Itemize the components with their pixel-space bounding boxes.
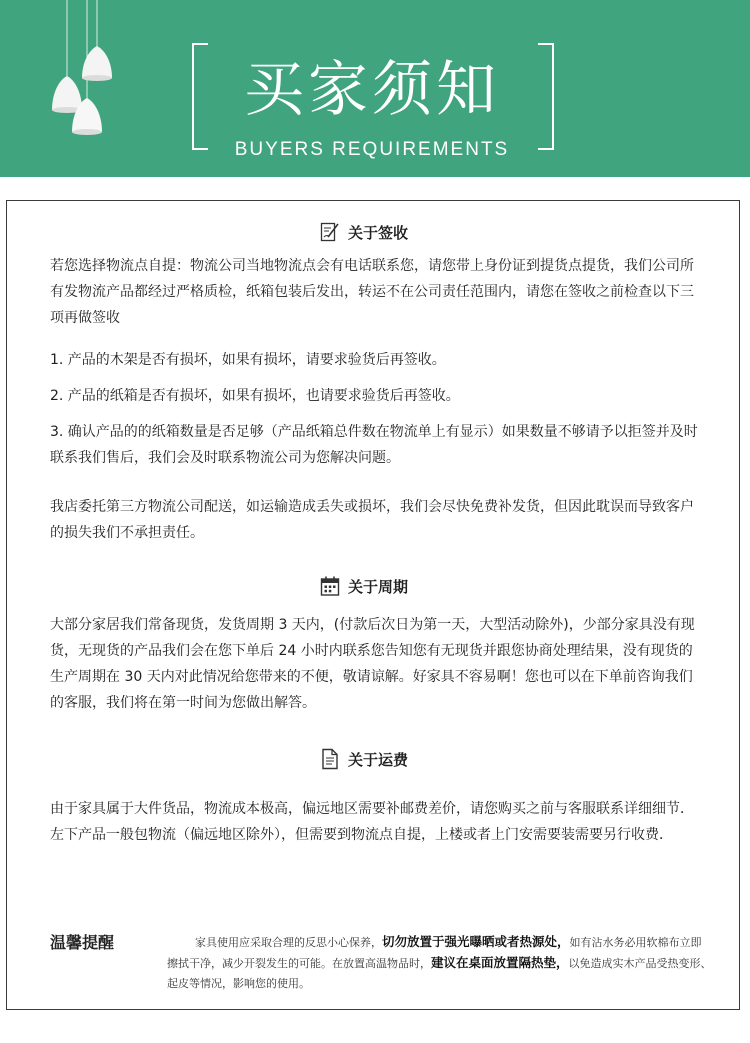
section-header-cycle: [320, 575, 408, 597]
shipping-text: 由于家具属于大件货品，物流成本极高，偏远地区需要补邮费差价，请您购买之前与客服联系详细细节．左下产品一般包物流（偏远地区除外），但需要到物流点自提，上楼或者上门安需要装需要另行收费．: [50, 801, 694, 843]
reminder-title: 温馨提醒: [50, 933, 115, 952]
cycle-text: 大部分家居我们常备现货，发货周期 3 天内，(付款后次日为第一天，大型活动除外)，少部分家具没有现货，无现货的产品我们会在您下单后 24 小时内联系您告知您有无现货并跟您协商处理结果，没有现货的生产周期在 30 天内对此情况给您带来的不便，敬请谅解。好家具不容易啊！您也可以在下单前咨询我们的客服，我们将在第一时间为您做出解答。: [50, 617, 695, 711]
reminder-part-1: 家具使用应采取合理的反思小心保养，: [195, 936, 382, 949]
pendant-lamps-icon: [45, 0, 120, 145]
signing-item-3: 3. 确认产品的的纸箱数量是否足够（产品纸箱总件数在物流单上有显示）如果数量不够请予以拒签并及时联系我们售后，我们会及时联系物流公司为您解决问题。: [50, 424, 698, 466]
document-icon: [320, 748, 340, 770]
signing-note: 我店委托第三方物流公司配送，如运输造成丢失或损坏，我们会尽快免费补发货，但因此耽误而导致客户的损失我们不承担责任。: [50, 499, 694, 541]
reminder-part-3: 如有沾水务必用软棉布立即擦拭干净，减少开裂发生的可能。在放置高温物品时，: [167, 936, 702, 970]
reminder-part-5: 以免造成实木产品受热变形、起皮等情况，影响您的使用。: [167, 957, 712, 990]
section-header-shipping: [320, 748, 408, 770]
section-title-cycle: 关于周期: [348, 577, 409, 596]
banner-title: 买家须知: [244, 55, 500, 125]
signing-item-1: 1. 产品的木架是否有损坏，如果有损坏，请要求验货后再签收。: [50, 352, 446, 368]
reminder-emphasis-1: 切勿放置于强光曝晒或者热源处，: [382, 934, 570, 949]
signing-item-2: 2. 产品的纸箱是否有损坏，如果有损坏，也请要求验货后再签收。: [50, 388, 460, 404]
header-banner: [0, 0, 750, 177]
signing-intro: 若您选择物流点自提：物流公司当地物流点会有电话联系您，请您带上身份证到提货点提货，我们公司所有发物流产品都经过严格质检，纸箱包装后发出，转运不在公司责任范围内，请您在签收之前检查以下三项再做签收: [50, 258, 694, 326]
reminder-emphasis-2: 建议在桌面放置隔热垫，: [431, 955, 569, 970]
reminder-text: [167, 932, 712, 994]
section-title-signing: 关于签收: [348, 223, 409, 242]
sign-pen-icon: [320, 221, 340, 243]
section-header-signing: [320, 221, 408, 243]
banner-subtitle: BUYERS REQUIREMENTS: [234, 139, 510, 160]
calendar-icon: [320, 575, 340, 597]
section-title-shipping: 关于运费: [348, 750, 409, 769]
title-bracket-right: [538, 43, 554, 150]
